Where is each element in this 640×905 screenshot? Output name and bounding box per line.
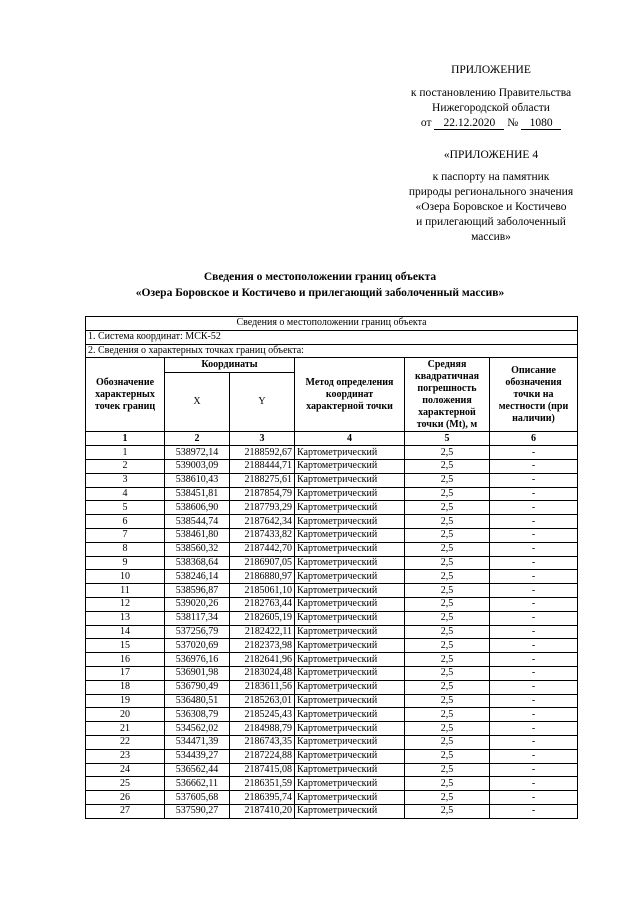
coord-x: 536308,79 bbox=[165, 708, 230, 722]
description: - bbox=[490, 597, 578, 611]
description: - bbox=[490, 749, 578, 763]
error-value: 2,5 bbox=[405, 473, 490, 487]
error-value: 2,5 bbox=[405, 459, 490, 473]
point-number: 26 bbox=[86, 791, 165, 805]
point-number: 6 bbox=[86, 515, 165, 529]
coord-x: 534439,27 bbox=[165, 749, 230, 763]
coord-y: 2185263,01 bbox=[230, 694, 295, 708]
coordinate-system-row bbox=[86, 330, 578, 344]
coord-y: 2183024,48 bbox=[230, 666, 295, 680]
coord-x: 538461,80 bbox=[165, 528, 230, 542]
error-value: 2,5 bbox=[405, 680, 490, 694]
method: Картометрический bbox=[295, 804, 405, 818]
table-row bbox=[86, 666, 578, 680]
coord-y: 2187433,82 bbox=[230, 528, 295, 542]
coord-x: 536480,51 bbox=[165, 694, 230, 708]
column-number: 1 bbox=[86, 432, 165, 446]
table-row bbox=[86, 611, 578, 625]
method: Картометрический bbox=[295, 749, 405, 763]
coord-x: 538368,64 bbox=[165, 556, 230, 570]
point-number: 1 bbox=[86, 446, 165, 460]
column-number: 6 bbox=[490, 432, 578, 446]
coord-x: 538451,81 bbox=[165, 487, 230, 501]
description: - bbox=[490, 501, 578, 515]
description: - bbox=[490, 487, 578, 501]
description: - bbox=[490, 777, 578, 791]
table-row bbox=[86, 653, 578, 667]
description: - bbox=[490, 625, 578, 639]
error-value: 2,5 bbox=[405, 763, 490, 777]
coord-y: 2187224,88 bbox=[230, 749, 295, 763]
passport-reference bbox=[380, 170, 602, 245]
coord-x: 539020,26 bbox=[165, 597, 230, 611]
error-value: 2,5 bbox=[405, 625, 490, 639]
description: - bbox=[490, 735, 578, 749]
method: Картометрический bbox=[295, 515, 405, 529]
col-point-header: Обозначение характерных точек границ bbox=[86, 358, 165, 432]
error-value: 2,5 bbox=[405, 570, 490, 584]
description: - bbox=[490, 763, 578, 777]
point-number: 14 bbox=[86, 625, 165, 639]
method: Картометрический bbox=[295, 542, 405, 556]
description: - bbox=[490, 653, 578, 667]
table-row bbox=[86, 459, 578, 473]
table-row bbox=[86, 487, 578, 501]
method: Картометрический bbox=[295, 639, 405, 653]
coord-x: 539003,09 bbox=[165, 459, 230, 473]
method: Картометрический bbox=[295, 694, 405, 708]
point-number: 3 bbox=[86, 473, 165, 487]
error-value: 2,5 bbox=[405, 749, 490, 763]
col-y-header: Y bbox=[230, 373, 295, 432]
coord-y: 2187442,70 bbox=[230, 542, 295, 556]
coord-y: 2187854,79 bbox=[230, 487, 295, 501]
method: Картометрический bbox=[295, 473, 405, 487]
error-value: 2,5 bbox=[405, 791, 490, 805]
method: Картометрический bbox=[295, 735, 405, 749]
table-row bbox=[86, 749, 578, 763]
method: Картометрический bbox=[295, 708, 405, 722]
coord-y: 2186880,97 bbox=[230, 570, 295, 584]
table-row bbox=[86, 680, 578, 694]
coord-y: 2182763,44 bbox=[230, 597, 295, 611]
coord-y: 2182605,19 bbox=[230, 611, 295, 625]
coord-x: 538972,14 bbox=[165, 446, 230, 460]
table-row bbox=[86, 735, 578, 749]
coord-x: 538246,14 bbox=[165, 570, 230, 584]
method: Картометрический bbox=[295, 584, 405, 598]
table-row bbox=[86, 556, 578, 570]
coord-x: 536662,11 bbox=[165, 777, 230, 791]
resolution-line: к постановлению Правительства bbox=[410, 87, 572, 99]
error-value: 2,5 bbox=[405, 611, 490, 625]
point-number: 27 bbox=[86, 804, 165, 818]
column-number: 2 bbox=[165, 432, 230, 446]
number-sign: № bbox=[507, 117, 519, 129]
passport-line: массив» bbox=[471, 231, 511, 243]
passport-line: «Озера Боровское и Костичево bbox=[415, 201, 567, 213]
description: - bbox=[490, 666, 578, 680]
method: Картометрический bbox=[295, 487, 405, 501]
description: - bbox=[490, 680, 578, 694]
passport-line: и прилегающий заболоченный bbox=[416, 216, 566, 228]
date-prefix: от bbox=[420, 117, 432, 129]
column-numbers-row bbox=[86, 432, 578, 446]
point-number: 17 bbox=[86, 666, 165, 680]
table-row bbox=[86, 791, 578, 805]
point-number: 5 bbox=[86, 501, 165, 515]
method: Картометрический bbox=[295, 777, 405, 791]
coord-x: 536901,98 bbox=[165, 666, 230, 680]
description: - bbox=[490, 446, 578, 460]
coord-x: 538606,90 bbox=[165, 501, 230, 515]
error-value: 2,5 bbox=[405, 666, 490, 680]
coord-x: 534471,39 bbox=[165, 735, 230, 749]
coord-x: 537256,79 bbox=[165, 625, 230, 639]
coord-y: 2187415,08 bbox=[230, 763, 295, 777]
coord-x: 534562,02 bbox=[165, 722, 230, 736]
coord-x: 537590,27 bbox=[165, 804, 230, 818]
description: - bbox=[490, 791, 578, 805]
coord-x: 537605,68 bbox=[165, 791, 230, 805]
table-caption: Сведения о местоположении границ объекта bbox=[86, 317, 578, 331]
table-row bbox=[86, 473, 578, 487]
coord-y: 2188444,71 bbox=[230, 459, 295, 473]
resolution-number: 1080 bbox=[521, 117, 561, 130]
coord-y: 2185245,43 bbox=[230, 708, 295, 722]
table-row bbox=[86, 708, 578, 722]
error-value: 2,5 bbox=[405, 487, 490, 501]
col-x-header: X bbox=[165, 373, 230, 432]
description: - bbox=[490, 722, 578, 736]
document-title-line2: «Озера Боровское и Костичево и прилегающий заболоченный массив» bbox=[135, 287, 505, 299]
boundary-table bbox=[85, 316, 578, 819]
table-row bbox=[86, 515, 578, 529]
point-number: 8 bbox=[86, 542, 165, 556]
passport-line: природы регионального значения bbox=[408, 186, 574, 198]
point-number: 12 bbox=[86, 597, 165, 611]
table-row bbox=[86, 763, 578, 777]
coord-x: 538544,74 bbox=[165, 515, 230, 529]
coord-y: 2187793,29 bbox=[230, 501, 295, 515]
resolution-reference bbox=[380, 86, 602, 131]
description: - bbox=[490, 556, 578, 570]
error-value: 2,5 bbox=[405, 708, 490, 722]
coord-y: 2186351,59 bbox=[230, 777, 295, 791]
error-value: 2,5 bbox=[405, 804, 490, 818]
coord-y: 2186907,05 bbox=[230, 556, 295, 570]
point-number: 19 bbox=[86, 694, 165, 708]
col-method-header: Метод определения координат характерной точки bbox=[295, 358, 405, 432]
coord-x: 538117,34 bbox=[165, 611, 230, 625]
coord-y: 2183611,56 bbox=[230, 680, 295, 694]
table-row bbox=[86, 597, 578, 611]
method: Картометрический bbox=[295, 791, 405, 805]
point-number: 9 bbox=[86, 556, 165, 570]
description: - bbox=[490, 542, 578, 556]
coord-y: 2186743,35 bbox=[230, 735, 295, 749]
method: Картометрический bbox=[295, 446, 405, 460]
coord-x: 536976,16 bbox=[165, 653, 230, 667]
table-row bbox=[86, 501, 578, 515]
col-coords-header: Координаты bbox=[165, 358, 295, 373]
error-value: 2,5 bbox=[405, 597, 490, 611]
coord-y: 2182422,11 bbox=[230, 625, 295, 639]
document-title-line1: Сведения о местоположении границ объекта bbox=[203, 271, 437, 283]
point-number: 2 bbox=[86, 459, 165, 473]
passport-line: к паспорту на памятник bbox=[432, 171, 550, 183]
method: Картометрический bbox=[295, 653, 405, 667]
coord-x: 538560,32 bbox=[165, 542, 230, 556]
method: Картометрический bbox=[295, 556, 405, 570]
resolution-date: 22.12.2020 bbox=[434, 117, 504, 130]
method: Картометрический bbox=[295, 666, 405, 680]
table-row bbox=[86, 446, 578, 460]
point-number: 22 bbox=[86, 735, 165, 749]
method: Картометрический bbox=[295, 528, 405, 542]
method: Картометрический bbox=[295, 459, 405, 473]
point-number: 21 bbox=[86, 722, 165, 736]
point-number: 25 bbox=[86, 777, 165, 791]
table-row bbox=[86, 570, 578, 584]
coord-x: 538596,87 bbox=[165, 584, 230, 598]
method: Картометрический bbox=[295, 680, 405, 694]
method: Картометрический bbox=[295, 501, 405, 515]
coord-y: 2187642,34 bbox=[230, 515, 295, 529]
points-title: 2. Сведения о характерных точках границ объекта: bbox=[86, 344, 578, 358]
coord-x: 536790,49 bbox=[165, 680, 230, 694]
coord-x: 538610,43 bbox=[165, 473, 230, 487]
point-number: 10 bbox=[86, 570, 165, 584]
coord-y: 2188592,67 bbox=[230, 446, 295, 460]
description: - bbox=[490, 459, 578, 473]
column-number: 5 bbox=[405, 432, 490, 446]
method: Картометрический bbox=[295, 570, 405, 584]
table-row bbox=[86, 528, 578, 542]
method: Картометрический bbox=[295, 722, 405, 736]
coord-x: 536562,44 bbox=[165, 763, 230, 777]
table-row bbox=[86, 722, 578, 736]
method: Картометрический bbox=[295, 611, 405, 625]
error-value: 2,5 bbox=[405, 556, 490, 570]
description: - bbox=[490, 473, 578, 487]
description: - bbox=[490, 708, 578, 722]
table-row bbox=[86, 542, 578, 556]
resolution-line: Нижегородской области bbox=[432, 102, 550, 114]
point-number: 18 bbox=[86, 680, 165, 694]
method: Картометрический bbox=[295, 763, 405, 777]
point-number: 15 bbox=[86, 639, 165, 653]
table-caption-row bbox=[86, 317, 578, 331]
error-value: 2,5 bbox=[405, 515, 490, 529]
description: - bbox=[490, 804, 578, 818]
appendix4-title: «ПРИЛОЖЕНИЕ 4 bbox=[443, 149, 539, 161]
coord-y: 2185061,10 bbox=[230, 584, 295, 598]
column-number: 3 bbox=[230, 432, 295, 446]
description: - bbox=[490, 584, 578, 598]
description: - bbox=[490, 611, 578, 625]
coord-x: 537020,69 bbox=[165, 639, 230, 653]
error-value: 2,5 bbox=[405, 446, 490, 460]
coord-y: 2186395,74 bbox=[230, 791, 295, 805]
appendix-title: ПРИЛОЖЕНИЕ bbox=[451, 64, 531, 76]
points-title-row bbox=[86, 344, 578, 358]
error-value: 2,5 bbox=[405, 542, 490, 556]
table-row bbox=[86, 694, 578, 708]
table-row bbox=[86, 804, 578, 818]
error-value: 2,5 bbox=[405, 777, 490, 791]
error-value: 2,5 bbox=[405, 639, 490, 653]
method: Картометрический bbox=[295, 597, 405, 611]
error-value: 2,5 bbox=[405, 694, 490, 708]
error-value: 2,5 bbox=[405, 501, 490, 515]
description: - bbox=[490, 515, 578, 529]
description: - bbox=[490, 528, 578, 542]
col-error-header: Средняя квадратичная погрешность положения характерной точки (Mt), м bbox=[405, 358, 490, 432]
header-row-1 bbox=[86, 358, 578, 373]
error-value: 2,5 bbox=[405, 584, 490, 598]
coord-y: 2187410,20 bbox=[230, 804, 295, 818]
resolution-date-line bbox=[380, 116, 602, 131]
column-number: 4 bbox=[295, 432, 405, 446]
coordinate-system: 1. Система координат: МСК-52 bbox=[86, 330, 578, 344]
method: Картометрический bbox=[295, 625, 405, 639]
error-value: 2,5 bbox=[405, 722, 490, 736]
table-row bbox=[86, 639, 578, 653]
coord-y: 2182373,98 bbox=[230, 639, 295, 653]
point-number: 23 bbox=[86, 749, 165, 763]
point-number: 11 bbox=[86, 584, 165, 598]
error-value: 2,5 bbox=[405, 528, 490, 542]
coord-y: 2188275,61 bbox=[230, 473, 295, 487]
point-number: 20 bbox=[86, 708, 165, 722]
description: - bbox=[490, 639, 578, 653]
description: - bbox=[490, 694, 578, 708]
point-number: 13 bbox=[86, 611, 165, 625]
coord-y: 2182641,96 bbox=[230, 653, 295, 667]
table-row bbox=[86, 777, 578, 791]
table-row bbox=[86, 625, 578, 639]
error-value: 2,5 bbox=[405, 735, 490, 749]
table-row bbox=[86, 584, 578, 598]
point-number: 16 bbox=[86, 653, 165, 667]
description: - bbox=[490, 570, 578, 584]
error-value: 2,5 bbox=[405, 653, 490, 667]
point-number: 7 bbox=[86, 528, 165, 542]
point-number: 4 bbox=[86, 487, 165, 501]
col-desc-header: Описание обозначения точки на местности (при наличии) bbox=[490, 358, 578, 432]
coord-y: 2184988,79 bbox=[230, 722, 295, 736]
point-number: 24 bbox=[86, 763, 165, 777]
